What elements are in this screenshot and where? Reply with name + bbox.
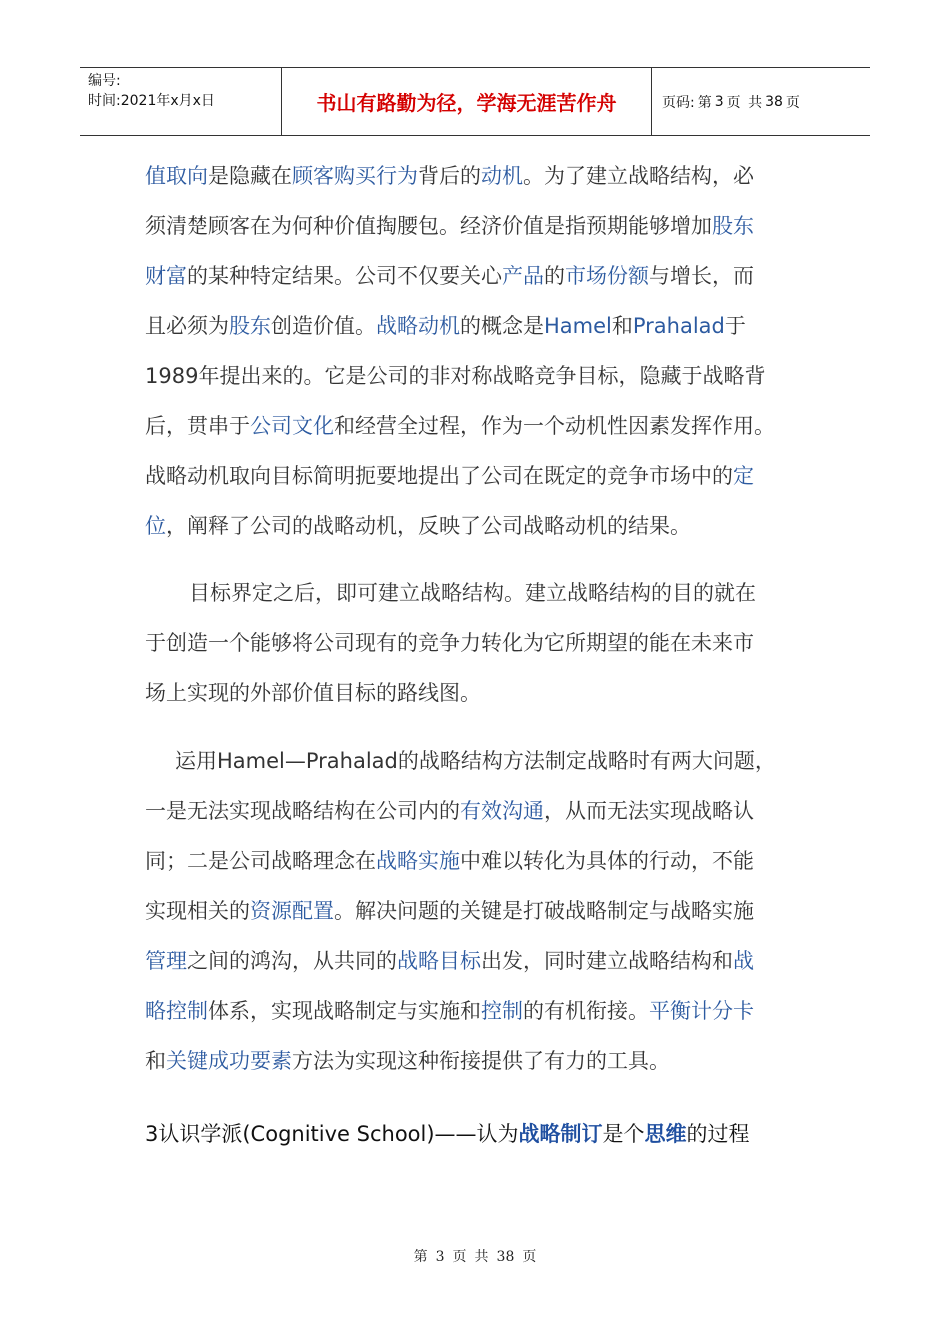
link-shareholder[interactable]: 股东 [712, 214, 754, 238]
link-strategy-formulation[interactable]: 战略制订 [518, 1122, 603, 1146]
p1-line-3: 财富的某种特定结果。公司不仅要关心产品的市场份额与增长，而 [145, 264, 754, 288]
link-resource-allocation[interactable]: 资源配置 [250, 899, 334, 923]
header-page-info: 页码: 第 3 页 共 38 页 [662, 93, 800, 111]
p1-line-7: 战略动机取向目标简明扼要地提出了公司在既定的竞争市场中的定 [145, 464, 754, 488]
doc-number-label: 编号: [88, 73, 121, 89]
page-footer: 第 3 页 共 38 页 [413, 1249, 537, 1265]
link-prahalad[interactable]: Prahalad [632, 314, 725, 338]
link-wealth[interactable]: 财富 [145, 264, 187, 288]
p1-line-2: 须清楚顾客在为何种价值掏腰包。经济价值是指预期能够增加股东 [145, 214, 754, 238]
link-management[interactable]: 管理 [145, 949, 187, 973]
p1-line-6: 后，贯串于公司文化和经营全过程，作为一个动机性因素发挥作用。 [145, 414, 775, 438]
paragraph-1 [145, 160, 805, 560]
link-value-orientation[interactable]: 值取向 [145, 164, 208, 188]
p2-line-3: 场上实现的外部价值目标的路线图。 [145, 681, 481, 705]
link-strategic-intent[interactable]: 战略动机 [376, 314, 460, 338]
p1-line-4: 且必须为股东创造价值。战略动机的概念是Hamel和Prahalad于 [145, 314, 746, 338]
link-strategic-goal[interactable]: 战略目标 [397, 949, 481, 973]
p3-line-7: 和关键成功要素方法为实现这种衔接提供了有力的工具。 [145, 1049, 670, 1073]
header-meta [80, 68, 282, 135]
link-positioning[interactable]: 定 [733, 464, 754, 488]
doc-time: 时间:2021年x月x日 [88, 93, 215, 109]
link-customer-buying[interactable]: 顾客购买行为 [292, 164, 418, 188]
p3-line-3: 同；二是公司战略理念在战略实施中难以转化为具体的行动，不能 [145, 849, 754, 873]
link-key-success-factors[interactable]: 关键成功要素 [166, 1049, 292, 1073]
link-strategic-control[interactable]: 战 [733, 949, 754, 973]
link-control[interactable]: 控制 [481, 999, 523, 1023]
p1-line-1: 值取向是隐藏在顾客购买行为背后的动机。为了建立战略结构，必 [145, 164, 754, 188]
p2-line-2: 于创造一个能够将公司现有的竞争力转化为它所期望的能在未来市 [145, 631, 754, 655]
link-product[interactable]: 产品 [502, 264, 544, 288]
p3-line-6: 略控制体系，实现战略制定与实施和控制的有机衔接。平衡计分卡 [145, 999, 754, 1023]
paragraph-3 [145, 745, 805, 1095]
p3-line-5: 管理之间的鸿沟，从共同的战略目标出发，同时建立战略结构和战 [145, 949, 754, 973]
p3-line-2: 一是无法实现战略结构在公司内的有效沟通，从而无法实现战略认 [145, 799, 754, 823]
p3-line-4: 实现相关的资源配置。解决问题的关键是打破战略制定与战略实施 [145, 899, 754, 923]
link-shareholder-2[interactable]: 股东 [229, 314, 271, 338]
link-balanced-scorecard[interactable]: 平衡计分卡 [649, 999, 754, 1023]
p1-line-5: 1989年提出来的。它是公司的非对称战略竞争目标，隐藏于战略背 [145, 364, 766, 388]
section-heading: 3认识学派(Cognitive School)——认为战略制订是个思维的过程 [145, 1122, 750, 1146]
link-strategy-implementation[interactable]: 战略实施 [376, 849, 460, 873]
link-thinking[interactable]: 思维 [644, 1122, 687, 1146]
p3-line-1: 运用Hamel—Prahalad的战略结构方法制定战略时有两大问题， [175, 749, 776, 773]
header-motto: 书山有路勤为径，学海无涯苦作舟 [282, 68, 652, 135]
paragraph-2 [145, 577, 805, 727]
link-market-share[interactable]: 市场份额 [565, 264, 649, 288]
p1-line-8: 位，阐释了公司的战略动机，反映了公司战略动机的结果。 [145, 514, 691, 538]
link-effective-communication[interactable]: 有效沟通 [460, 799, 544, 823]
link-hamel[interactable]: Hamel [544, 314, 612, 338]
link-motive[interactable]: 动机 [481, 164, 523, 188]
p2-line-1: 目标界定之后，即可建立战略结构。建立战略结构的目的就在 [189, 581, 756, 605]
link-strategic-control-2[interactable]: 略控制 [145, 999, 208, 1023]
page-header [80, 67, 870, 136]
link-positioning-2[interactable]: 位 [145, 514, 166, 538]
link-corporate-culture[interactable]: 公司文化 [250, 414, 334, 438]
